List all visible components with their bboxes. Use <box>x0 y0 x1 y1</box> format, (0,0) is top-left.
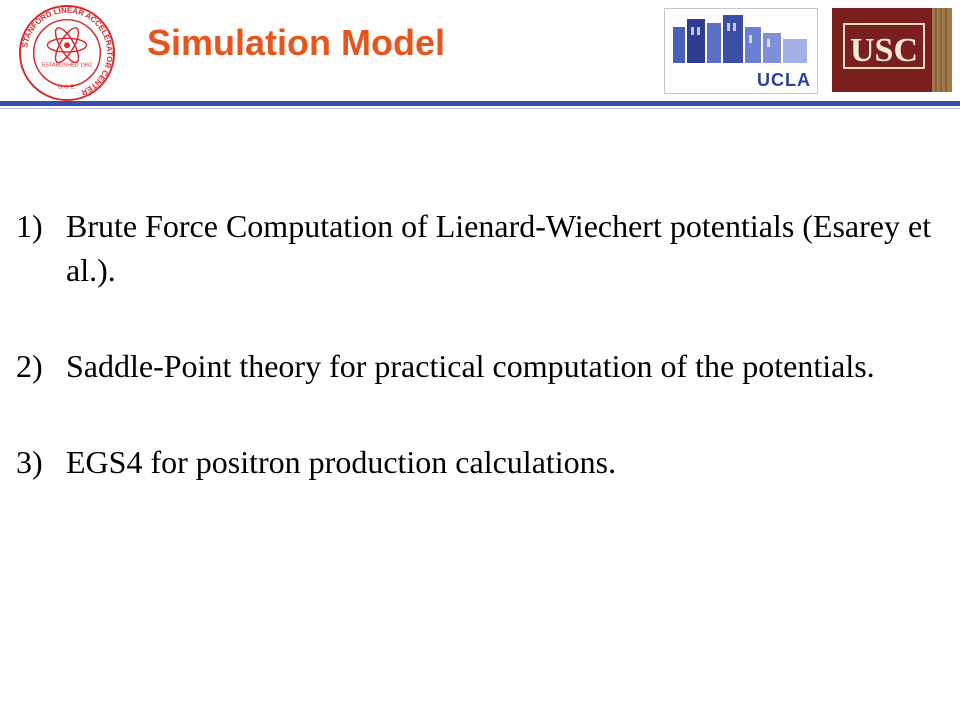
ucla-label: UCLA <box>757 70 811 90</box>
list-item <box>16 344 936 388</box>
slac-bottom-text: D.O.E. <box>58 84 76 91</box>
slide-title: Simulation Model <box>147 22 446 63</box>
ucla-building-image <box>665 9 817 69</box>
header-rule-thin <box>0 108 960 109</box>
list-item-number: 3) <box>16 444 43 480</box>
ucla-logo <box>664 8 818 94</box>
content-list <box>16 204 936 536</box>
slac-inner-text: ESTABLISHED 1962 <box>41 62 93 69</box>
list-item <box>16 204 936 292</box>
slac-ring-text: STANFORD LINEAR ACCELERATOR CENTER <box>20 5 115 98</box>
usc-logo <box>832 8 952 92</box>
list-item-number: 1) <box>16 208 43 244</box>
header-rule <box>0 101 960 106</box>
list-item-number: 2) <box>16 348 43 384</box>
list-item-text: Brute Force Computation of Lienard-Wiechert potentials (Esarey et al.). <box>66 208 932 288</box>
slac-logo <box>18 4 116 102</box>
usc-label: USC <box>849 32 919 69</box>
list-item <box>16 440 936 484</box>
list-item-text: EGS4 for positron production calculations. <box>66 444 617 480</box>
list-item-text: Saddle-Point theory for practical computation of the potentials. <box>66 348 875 384</box>
